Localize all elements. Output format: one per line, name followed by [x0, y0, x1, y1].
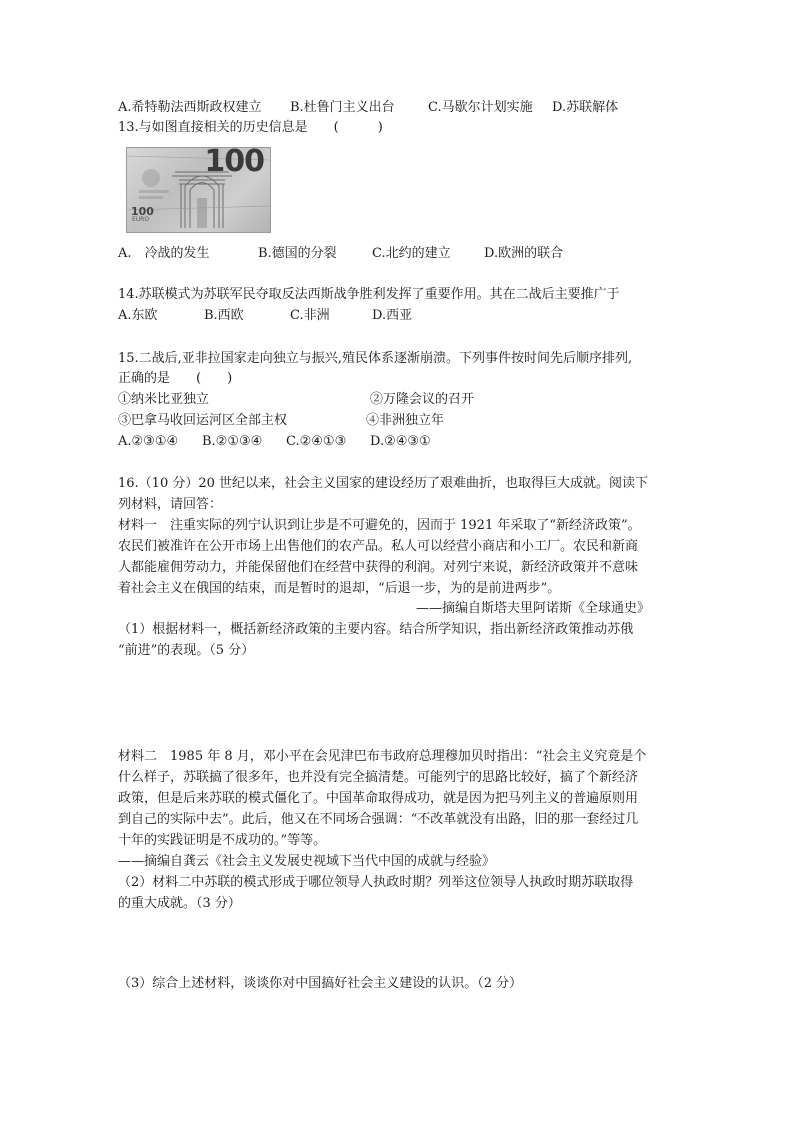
- q14-option-c: C.非洲: [290, 308, 330, 323]
- q14-stem: 14.苏联模式为苏联军民夺取反法西斯战争胜利发挥了重要作用。其在二战后主要推广于: [118, 287, 620, 302]
- q15-item-1: ①纳米比亚独立: [118, 392, 210, 407]
- q14-options: [118, 306, 412, 326]
- q15-option-b: B.②①③④: [202, 434, 263, 449]
- banknote-small-denomination: 100: [131, 205, 154, 218]
- sub-question-3: （3）综合上述材料，谈谈你对中国搞好社会主义建设的认识。（2 分）: [118, 976, 523, 991]
- q12-option-a: A.希特勒法西斯政权建立: [118, 100, 262, 115]
- q13-option-d: D.欧洲的联合: [484, 246, 564, 261]
- sub-question-2-line-1: （2）材料二中苏联的模式形成于哪位领导人执政时期？列举这位领导人执政时期苏联取得: [118, 875, 634, 890]
- material-1-source: ——摘编自斯塔夫里阿诺斯《全球通史》: [416, 601, 651, 616]
- q16-intro-line-1: 16.（10 分）20 世纪以来，社会主义国家的建设经历了艰难曲折，也取得巨大成就。阅读下: [118, 476, 649, 491]
- q12-option-d: D.苏联解体: [552, 100, 619, 115]
- q13-option-a: A. 冷战的发生: [118, 246, 210, 261]
- q12-options: [118, 98, 618, 118]
- banknote-currency-word: EURO: [132, 216, 150, 223]
- q15-item-3: ③巴拿马收回运河区全部主权: [118, 413, 288, 428]
- q15-option-d: D.②④③①: [370, 434, 431, 449]
- euro-banknote-image: [126, 147, 271, 233]
- q15-items-row-2: [118, 411, 444, 431]
- banknote-denomination: 100: [204, 147, 264, 179]
- q14-option-a: A.东欧: [118, 308, 158, 323]
- q14-option-d: D.西亚: [372, 308, 413, 323]
- q15-stem-line-1: 15.二战后,亚非拉国家走向独立与振兴,殖民体系逐渐崩溃。下列事件按时间先后顺序排列,: [118, 351, 633, 366]
- material-2-source: ——摘编自龚云《社会主义发展史视域下当代中国的成就与经验》: [118, 854, 496, 869]
- q13-option-b: B.德国的分裂: [258, 246, 337, 261]
- material-2-line-3: 政策，但是后来苏联的模式僵化了。中国革命取得成功，就是因为把马列主义的普遍原则用: [118, 791, 639, 806]
- q15-option-a: A.②③①④: [118, 434, 179, 449]
- q16-intro-line-2: 列材料，请回答：: [118, 497, 223, 512]
- q12-option-b: B.杜鲁门主义出台: [290, 100, 395, 115]
- q14-option-b: B.西欧: [204, 308, 244, 323]
- material-2-line-4: 到自己的实际中去”。此后，他又在不同场合强调：“不改革就没有出路，旧的那一套经过几: [118, 812, 639, 827]
- material-1-line-3: 人都能雇佣劳动力，并能保留他们在经营中获得的利润。对列宁来说，新经济政策并不意味: [118, 560, 639, 575]
- q15-stem-line-2: 正确的是 ( ): [118, 371, 233, 386]
- material-2-line-5: 十年的实践证明是不成功的。”等等。: [118, 833, 327, 848]
- q15-option-c: C.②④①③: [286, 434, 347, 449]
- sub-question-1-line-1: （1）根据材料一，概括新经济政策的主要内容。结合所学知识，指出新经济政策推动苏俄: [118, 622, 634, 637]
- material-1-line-1: 材料一 注重实际的列宁认识到让步是不可避免的，因而于 1921 年采取了“新经济政策”。: [118, 518, 641, 533]
- material-1-line-2: 农民们被准许在公开市场上出售他们的农产品。私人可以经营小商店和小工厂。农民和新商: [118, 539, 639, 554]
- sub-question-2-line-2: 的重大成就。（3 分）: [118, 896, 241, 911]
- material-2-line-1: 材料二 1985 年 8 月，邓小平在会见津巴布韦政府总理穆加贝时指出：“社会主义究竟是个: [118, 749, 647, 764]
- sub-question-1-line-2: “前进”的表现。（5 分）: [118, 643, 255, 658]
- material-2-line-2: 什么样子，苏联搞了很多年，也并没有完全搞清楚。可能列宁的思路比较好，搞了个新经济: [118, 770, 639, 785]
- q13-options: [118, 244, 563, 264]
- q15-options: [118, 432, 431, 452]
- q15-item-2: ②万隆会议的召开: [370, 392, 475, 407]
- q15-items-row-1: [118, 390, 474, 410]
- q13-stem: 13.与如图直接相关的历史信息是 ( ): [118, 120, 383, 135]
- q13-option-c: C.北约的建立: [372, 246, 451, 261]
- material-1-line-4: 着社会主义在俄国的结束，而是暂时的退却，“后退一步，为的是前进两步”。: [118, 581, 561, 596]
- q15-item-4: ④非洲独立年: [366, 413, 445, 428]
- q12-option-c: C.马歇尔计划实施: [428, 100, 533, 115]
